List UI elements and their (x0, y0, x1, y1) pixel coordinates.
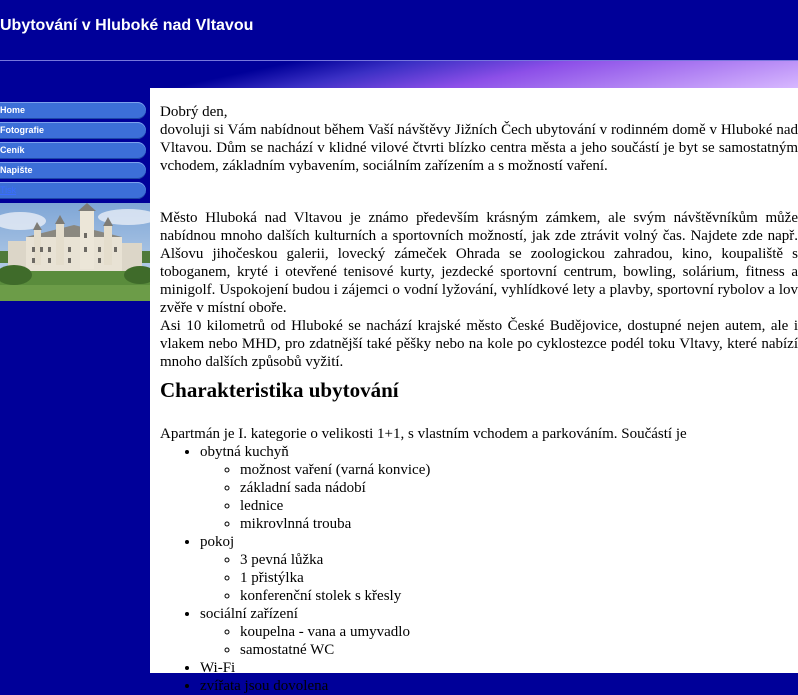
site-title: Ubytování v Hluboké nad Vltavou (0, 17, 254, 34)
amenity-item: • pokoj ◦ 3 pevná lůžka ◦ 1 přistýlka ◦ konferenční stolek s křesly (200, 533, 798, 605)
amenity-subitem: ◦ lednice (240, 497, 798, 515)
amenity-subitem: ◦ samostatné WC (240, 641, 798, 659)
intro-paragraph: dovoluji si Vám nabídnout během Vaší návštěvy Jižních Čech ubytování v rodinném domě v Hluboké nad Vltavou. Dům se nachází v klidné vilové čtvrti blízko centra města a jeho součástí je byt se samostatným vchodem, základním vybavením, sociálním zařízením a s možností vaření. (160, 122, 798, 174)
amenity-subitem: ◦ možnost vaření (varná konvice) (240, 461, 798, 479)
greeting-text: Dobrý den, (160, 104, 228, 120)
nav-tisk-link[interactable]: Tisk (0, 182, 146, 199)
amenities-list (160, 443, 798, 695)
amenity-item: • zvířata jsou dovolena (200, 677, 798, 695)
section-heading: Charakteristika ubytování (160, 378, 399, 402)
nav-fotografie-button[interactable]: Fotografie (0, 122, 146, 139)
nav-cenik-button[interactable]: Ceník (0, 142, 146, 159)
amenity-subitem: ◦ koupelna - vana a umyvadlo (240, 623, 798, 641)
apartment-text: Apartmán je I. kategorie o velikosti 1+1, s vlastním vchodem a parkováním. Součástí je (160, 426, 687, 442)
amenity-subitem: ◦ konferenční stolek s křesly (240, 587, 798, 605)
sidebar-nav (0, 102, 148, 202)
header-gradient-banner (0, 61, 798, 88)
main-content (150, 88, 798, 694)
nav-napiste-button[interactable]: Napište (0, 162, 146, 179)
amenity-subitem: ◦ základní sada nádobí (240, 479, 798, 497)
site-header (0, 0, 798, 60)
amenity-subitem: ◦ 1 přistýlka (240, 569, 798, 587)
amenity-item: • sociální zařízení ◦ koupelna - vana a umyvadlo ◦ samostatné WC (200, 605, 798, 659)
castle-photo (0, 203, 150, 301)
nav-home-button[interactable]: Home (0, 102, 146, 119)
amenity-subitem: ◦ 3 pevná lůžka (240, 551, 798, 569)
distance-paragraph: Asi 10 kilometrů od Hluboké se nachází krajské město České Budějovice, dostupné nejen autem, ale i vlakem nebo MHD, pro zdatnější také pěšky nebo na kole po cyklostezce podél toku Vltavy, které nabízí mnoho dalších způsobů vyžití. (160, 318, 798, 370)
amenity-item: • Wi-Fi (200, 659, 798, 677)
amenity-subitem: ◦ mikrovlnná trouba (240, 515, 798, 533)
amenity-item: • obytná kuchyň ◦ možnost vaření (varná konvice) ◦ základní sada nádobí ◦ lednice ◦ mikrovlnná trouba (200, 443, 798, 533)
city-paragraph: Město Hluboká nad Vltavou je známo především krásným zámkem, ale svým návštěvníkům může nabídnou mnoho dalších kulturních a sportovních možností, jak zde ztrávit volný čas. Najdete zde např. Alšovu jihočeskou galerii, lovecký zámeček Ohrada se zoologickou zahradou, kino, koupaliště s toboganem, kryté i otevřené tenisové kurty, jezdecké sportovní centrum, bowling, solárium, fitness a minigolf. Uspokojení budou i zájemci o vodní lyžování, vyhlídkové lety a plavby, sportovní rybolov a lov zvěře v místní oboře. (160, 210, 798, 316)
